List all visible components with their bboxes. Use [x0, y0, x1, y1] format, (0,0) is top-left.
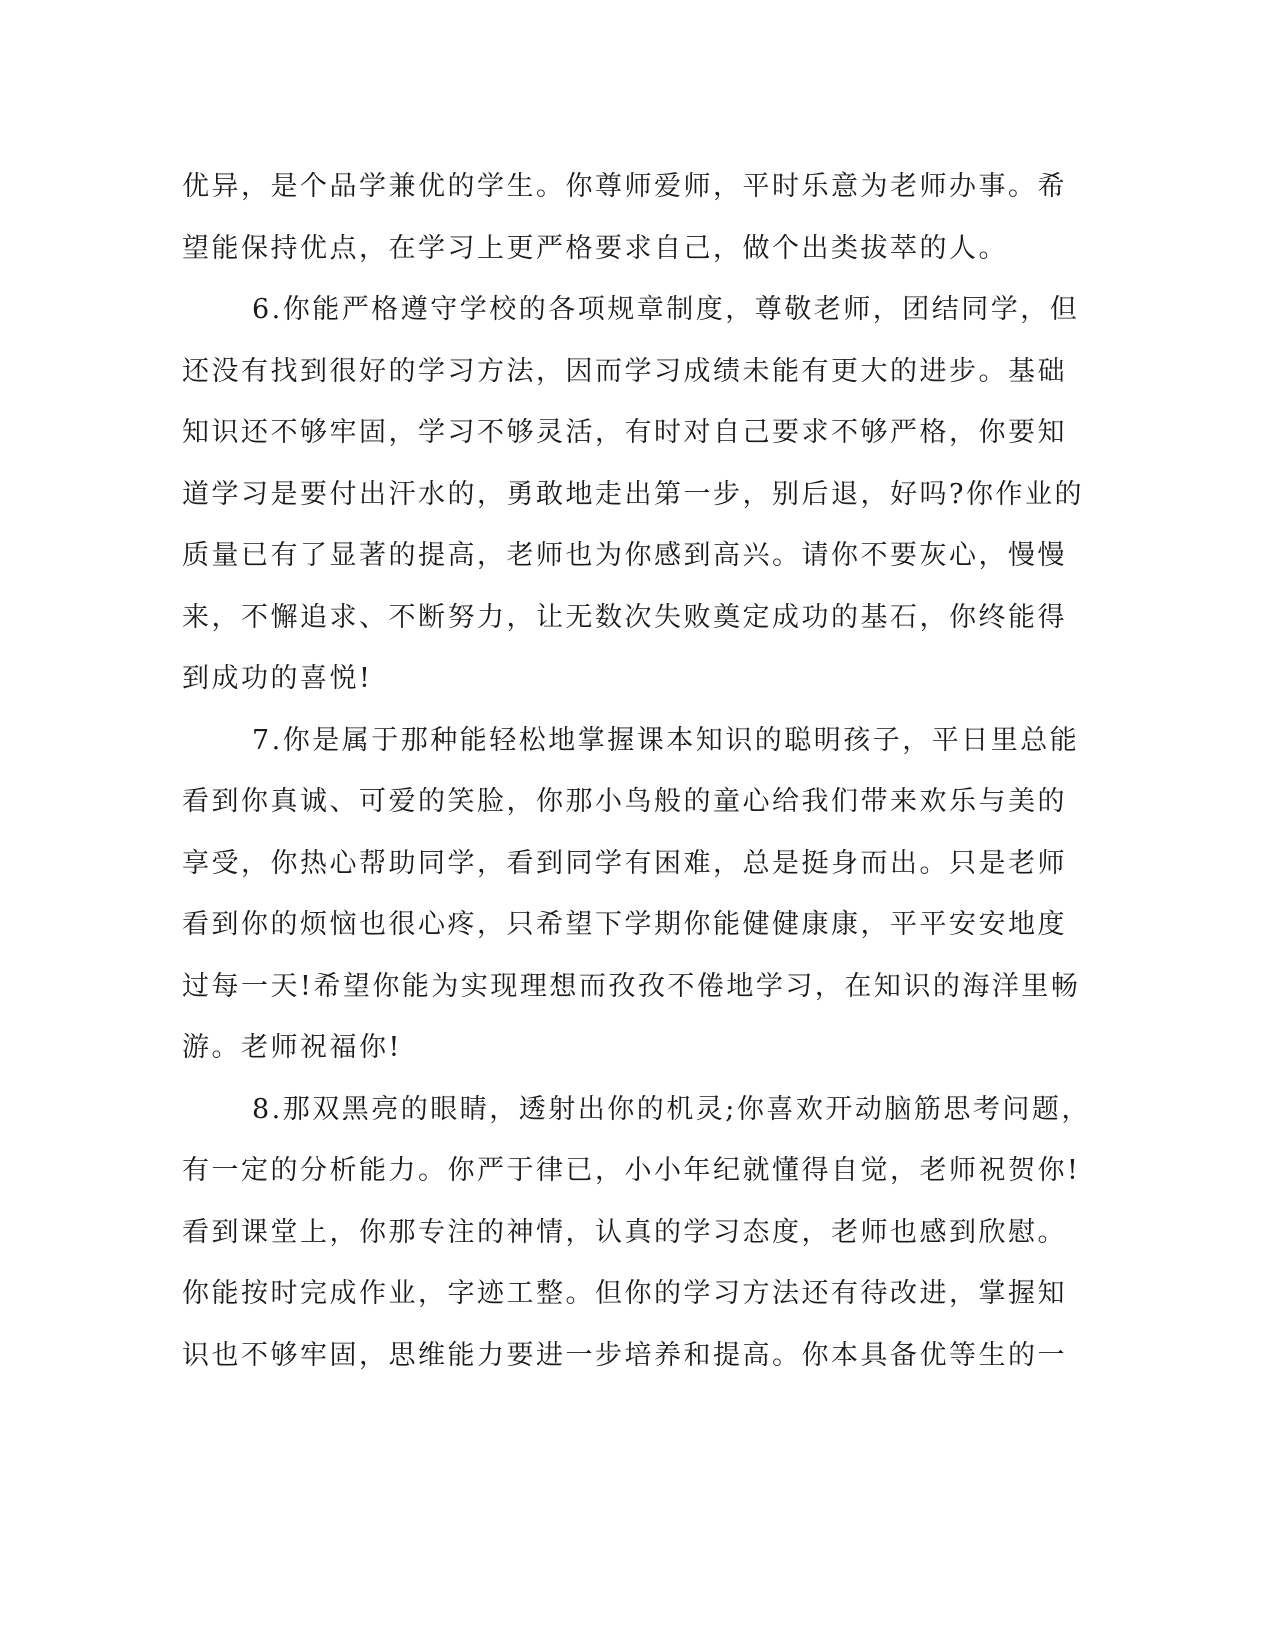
- text-line: 识也不够牢固，思维能力要进一步培养和提高。你本具备优等生的一: [182, 1339, 1067, 1371]
- text-line: 看到你真诚、可爱的笑脸，你那小鸟般的童心给我们带来欢乐与美的: [182, 786, 1067, 817]
- paragraph-6: [182, 279, 1084, 710]
- text-line: 到成功的喜悦!: [182, 663, 373, 694]
- text-line: 7.你是属于那种能轻松地掌握课本知识的聪明孩子，平日里总能: [252, 724, 1080, 756]
- paragraph-8: [182, 1079, 1091, 1387]
- paragraph-7: [182, 710, 1081, 1079]
- text-line: 道学习是要付出汗水的，勇敢地走出第一步，别后退，好吗?你作业的: [182, 478, 1084, 510]
- text-line: 8.那双黑亮的眼睛，透射出你的机灵;你喜欢开动脑筋思考问题，: [252, 1093, 1091, 1125]
- text-line: 质量已有了显著的提高，老师也为你感到高兴。请你不要灰心，慢慢: [182, 540, 1067, 571]
- text-line: 望能保持优点，在学习上更严格要求自己，做个出类拔萃的人。: [182, 232, 1008, 264]
- text-line: 有一定的分析能力。你严于律已，小小年纪就懂得自觉，老师祝贺你!: [182, 1155, 1081, 1186]
- body-text: [182, 156, 1091, 1386]
- text-line: 游。老师祝福你!: [182, 1032, 402, 1063]
- text-line: 享受，你热心帮助同学，看到同学有困难，总是挺身而出。只是老师: [182, 847, 1067, 879]
- text-line: 来，不懈追求、不断努力，让无数次失败奠定成功的基石，你终能得: [182, 601, 1067, 633]
- text-line: 看到你的烦恼也很心疼，只希望下学期你能健健康康，平平安安地度: [182, 909, 1067, 940]
- paragraph-5-continued: [182, 156, 1067, 279]
- text-line: 看到课堂上，你那专注的神情，认真的学习态度，老师也感到欣慰。: [182, 1216, 1067, 1248]
- text-line: 知识还不够牢固，学习不够灵活，有时对自己要求不够严格，你要知: [182, 417, 1067, 448]
- text-line: 6.你能严格遵守学校的各项规章制度，尊敬老师，团结同学，但: [252, 294, 1080, 325]
- text-line: 优异，是个品学兼优的学生。你尊师爱师，平时乐意为老师办事。希: [182, 171, 1067, 202]
- text-line: 过每一天!希望你能为实现理想而孜孜不倦地学习，在知识的海洋里畅: [182, 970, 1081, 1002]
- text-line: 你能按时完成作业，字迹工整。但你的学习方法还有待改进，掌握知: [182, 1278, 1067, 1309]
- text-line: 还没有找到很好的学习方法，因而学习成绩未能有更大的进步。基础: [182, 355, 1067, 387]
